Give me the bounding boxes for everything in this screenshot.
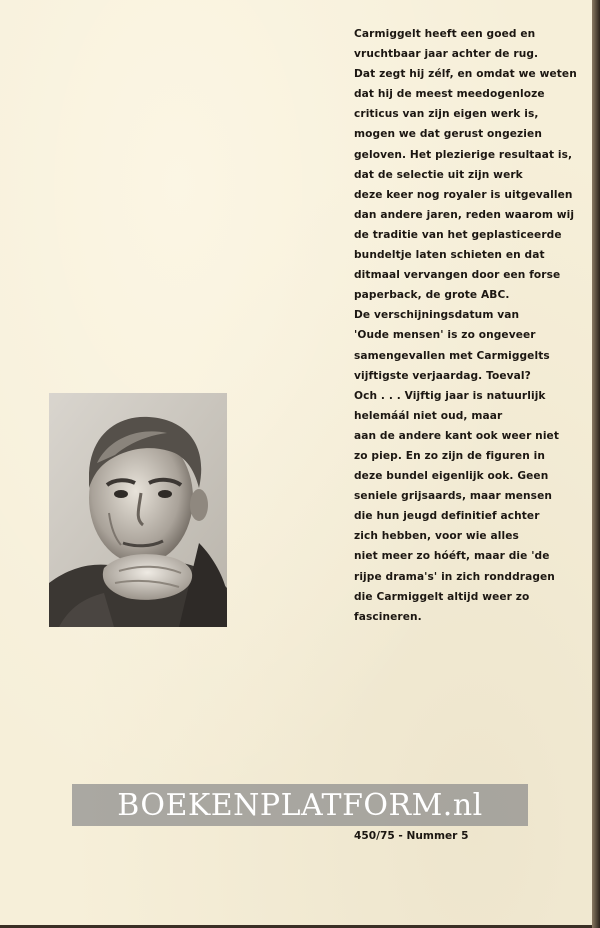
blurb-line: 'Oude mensen' is zo ongeveer	[354, 329, 536, 342]
page-edge	[592, 0, 600, 928]
blurb-line: Carmiggelt heeft een goed en	[354, 28, 536, 40]
edition-number: 450/75 - Nummer 5	[354, 830, 469, 842]
blurb-line: zich hebben, voor wie alles	[354, 530, 519, 543]
author-portrait-photo	[49, 393, 227, 627]
author-portrait-illustration	[49, 393, 227, 627]
blurb-line: fascineren.	[354, 610, 422, 623]
blurb-line: rijpe drama's' in zich ronddragen	[354, 570, 555, 583]
blurb-line: paperback, de grote ABC.	[354, 289, 510, 302]
blurb-line: die Carmiggelt altijd weer zo	[354, 590, 530, 603]
blurb-line: Dat zegt hij zélf, en omdat we weten	[354, 68, 577, 81]
blurb-line: dat de selectie uit zijn werk	[354, 168, 523, 181]
blurb-line: zo piep. En zo zijn de figuren in	[354, 449, 546, 462]
blurb-line: vijftigste verjaardag. Toeval?	[354, 369, 531, 382]
blurb-line: samengevallen met Carmiggelts	[354, 349, 550, 362]
blurb-text	[354, 24, 590, 627]
blurb-line: geloven. Het plezierige resultaat is,	[354, 148, 573, 161]
blurb-line: dat hij de meest meedogenloze	[354, 88, 545, 101]
watermark-banner	[72, 784, 528, 826]
blurb-line: seniele grijsaards, maar mensen	[354, 490, 552, 503]
blurb-line: niet meer zo hóéft, maar die 'de	[354, 550, 550, 563]
blurb-line: die hun jeugd definitief achter	[354, 510, 540, 523]
blurb-line: criticus van zijn eigen werk is,	[354, 108, 539, 121]
blurb-line: De verschijningsdatum van	[354, 309, 520, 322]
blurb-line: Och . . . Vijftig jaar is natuurlijk	[354, 389, 546, 402]
blurb-line: aan de andere kant ook weer niet	[354, 429, 560, 442]
blurb-line: dan andere jaren, reden waarom wij	[354, 208, 575, 221]
blurb-line: deze keer nog royaler is uitgevallen	[354, 188, 573, 201]
watermark-text: BOEKENPLATFORM.nl	[117, 787, 483, 823]
blurb-line: de traditie van het geplasticeerde	[354, 228, 562, 241]
blurb-line: mogen we dat gerust ongezien	[354, 128, 542, 141]
blurb-line: bundeltje laten schieten en dat	[354, 249, 545, 262]
blurb-line: deze bundel eigenlijk ook. Geen	[354, 470, 549, 483]
blurb-line: helemáál niet oud, maar	[354, 409, 503, 422]
blurb-line: ditmaal vervangen door een forse	[354, 269, 561, 282]
blurb-line: vruchtbaar jaar achter de rug.	[354, 48, 539, 61]
